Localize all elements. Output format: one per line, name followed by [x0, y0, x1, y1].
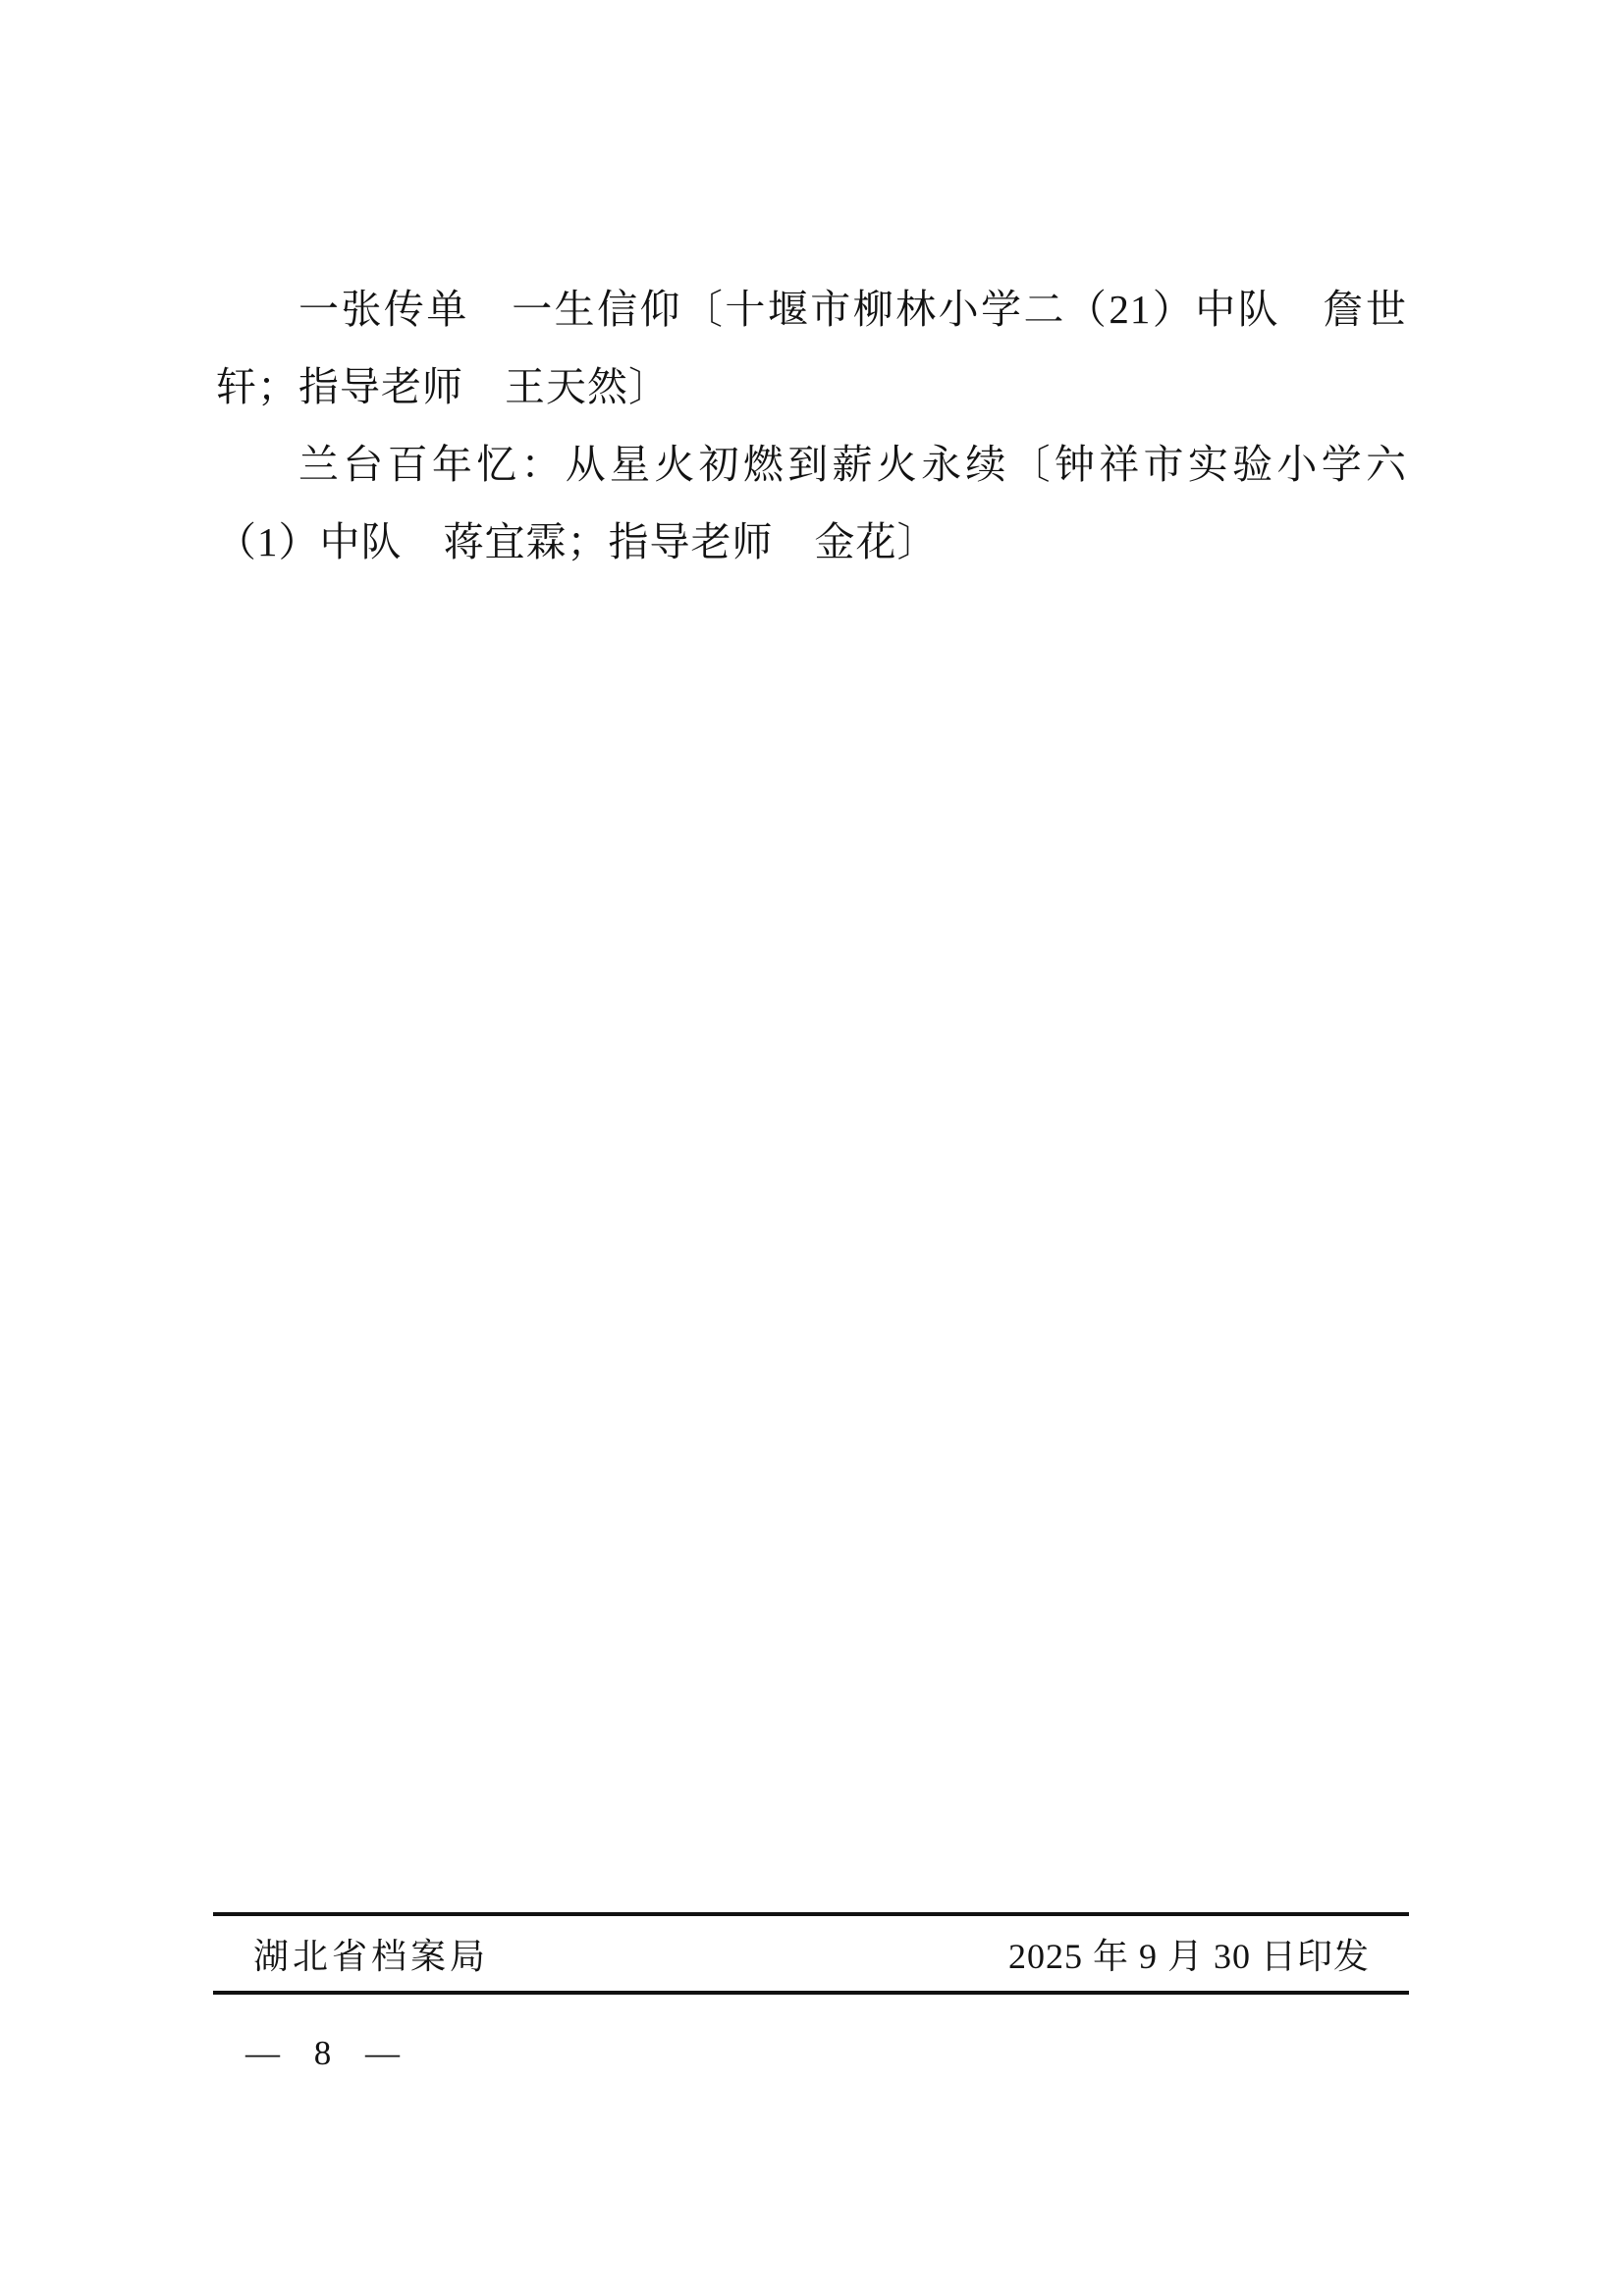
colophon [213, 1912, 1409, 1995]
colophon-rule-bottom [213, 1991, 1409, 1995]
body-line-2: 轩；指导老师 王天然〕 [216, 364, 670, 409]
page-number: — 8 — [245, 2034, 400, 2072]
body-text [216, 271, 1407, 581]
body-line-1: 一张传单 一生信仰〔十堰市柳林小学二（21）中队 詹世 [298, 287, 1407, 332]
body-line-3: 兰台百年忆：从星火初燃到薪火永续〔钟祥市实验小学六 [298, 442, 1407, 487]
body-line-4: （1）中队 蒋宜霖；指导老师 金花〕 [216, 519, 939, 564]
colophon-row [213, 1916, 1409, 1991]
issuing-agency: 湖北省档案局 [253, 1936, 490, 1976]
print-date: 2025 年 9 月 30 日印发 [1007, 1936, 1370, 1976]
